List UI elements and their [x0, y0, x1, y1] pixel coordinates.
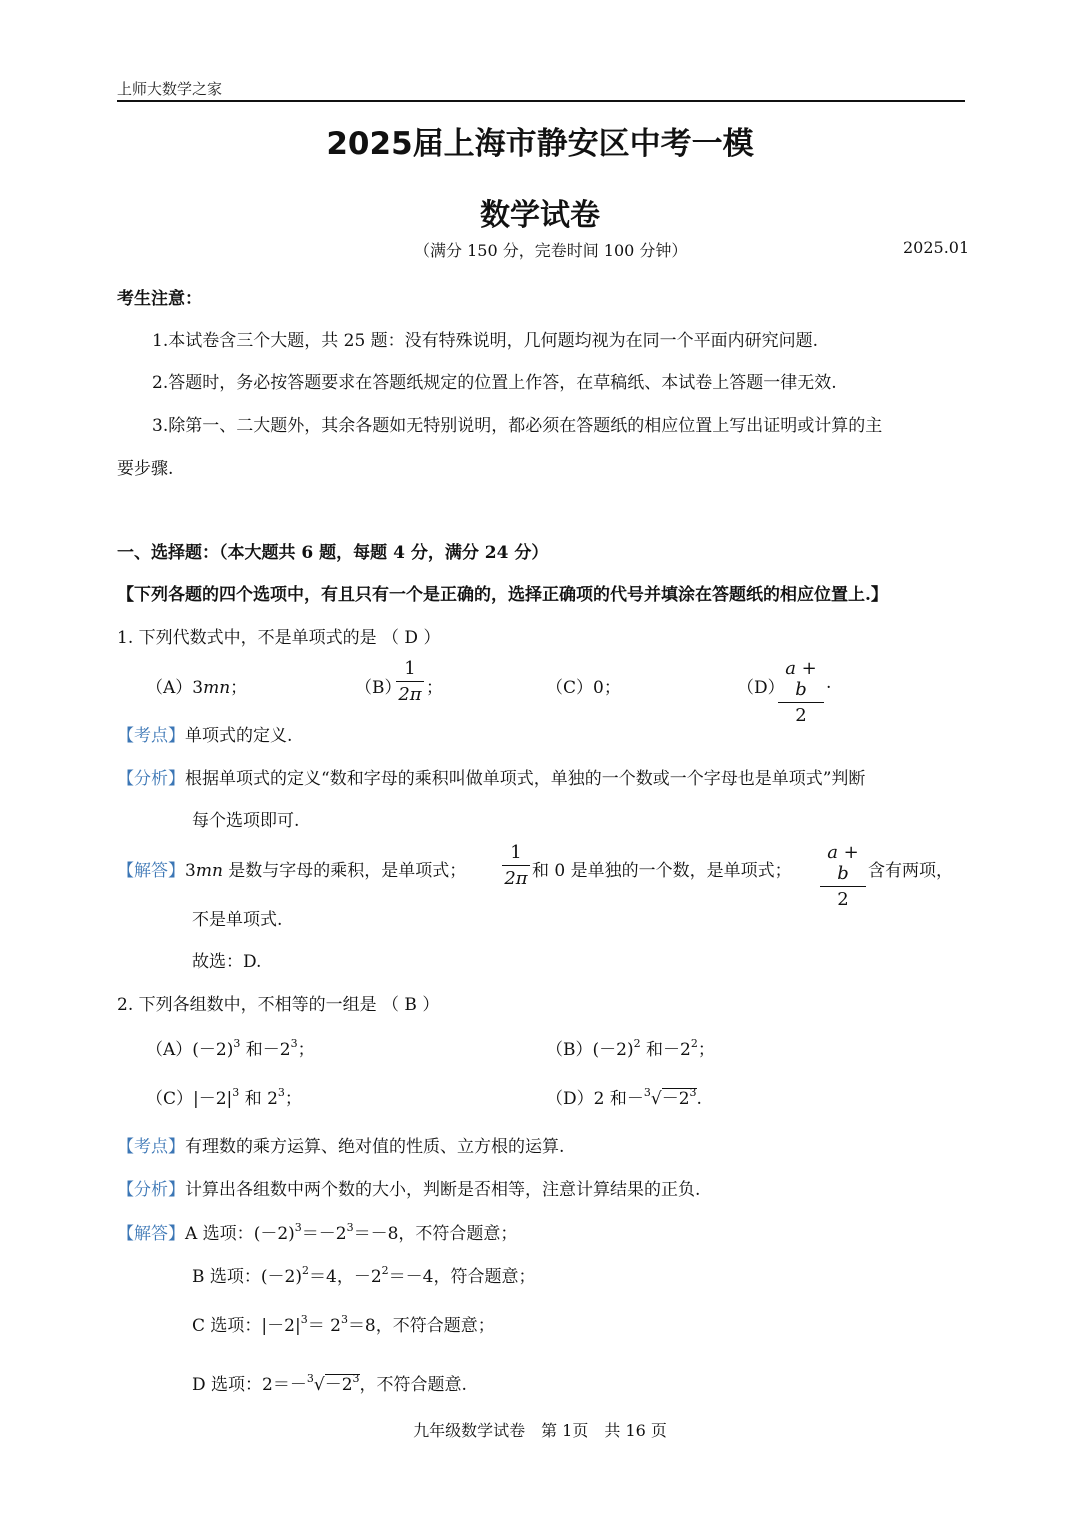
q2-solution-d-t3: ，不符合题意.	[359, 1375, 467, 1395]
q2-option-d-radicand	[662, 1088, 697, 1109]
q1-jieda-frac1-num: 1	[510, 842, 522, 863]
q2-stem: 2. 下列各组数中，不相等的一组是 （ B ）	[117, 995, 440, 1015]
exam-subtitle: 数学试卷	[480, 198, 600, 233]
q2-option-c-exp1: 3	[232, 1086, 240, 1099]
q1-jieda-text-c: 含有两项，	[868, 861, 953, 881]
q2-solution-c-prefix: C 选项：	[192, 1316, 262, 1336]
q2-solution-d	[192, 1370, 467, 1395]
q2-solution-c-t2: ＝ 2	[307, 1316, 341, 1336]
q2-solution-b-t1: (－2)	[260, 1267, 302, 1287]
q1-option-b-den: 2π	[398, 684, 422, 705]
q2-option-b-exp2: 2	[690, 1037, 698, 1050]
q1-option-c: （C）0；	[546, 678, 621, 698]
section-heading: 一、选择题：（本大题共 6 题，每题 4 分，满分 24 分）	[117, 543, 549, 563]
q2-solution-d-radicand-exp: 3	[352, 1372, 360, 1385]
exam-title: 2025届上海市静安区中考一模	[326, 126, 754, 162]
radical-sign: √	[650, 1089, 662, 1109]
q2-option-a-exp2: 3	[290, 1037, 298, 1050]
q1-option-b-num: 1	[404, 658, 416, 679]
q2-option-b	[546, 1035, 715, 1060]
fraction-bar	[502, 865, 530, 866]
q2-solution-d-prefix: D 选项：	[192, 1375, 263, 1395]
notice-item-3-cont: 要步骤.	[117, 459, 174, 479]
q1-fenxi-text: 根据单项式的定义“数和字母的乘积叫做单项式，单独的一个数或一个字母也是单项式”判断	[185, 769, 866, 789]
q1-option-d-end: .	[826, 673, 832, 693]
cube-root-index: 3	[306, 1372, 314, 1385]
q2-solution-b-s2: 2	[381, 1264, 389, 1277]
q2-solution-a-prefix: A 选项：	[185, 1224, 254, 1244]
q2-solution-c-t3: ＝8，不符合题意；	[347, 1316, 495, 1336]
kaodian-tag: 【考点】	[117, 726, 185, 746]
q2-option-d-end: .	[696, 1089, 702, 1109]
notice-heading: 考生注意：	[117, 289, 202, 309]
q2-option-c-base2: 和 2	[239, 1089, 278, 1109]
q2-option-a	[146, 1035, 315, 1060]
q1-fenxi	[117, 764, 865, 789]
q2-option-d-text: 2 和－	[593, 1089, 644, 1109]
q1-fenxi-cont: 每个选项即可.	[192, 811, 300, 831]
radical-sign: √	[313, 1375, 325, 1395]
q2-option-c	[146, 1084, 302, 1109]
q2-option-a-exp1: 3	[233, 1037, 241, 1050]
q1-option-d-num: a + b	[785, 658, 817, 700]
jieda-tag: 【解答】	[117, 1224, 185, 1244]
q1-jieda-text-b: 和 0 是单独的一个数，是单项式；	[532, 861, 792, 881]
fraction-bar	[778, 702, 824, 703]
cube-root-index: 3	[643, 1086, 651, 1099]
q2-solution-c	[192, 1311, 495, 1336]
q2-solution-b	[192, 1262, 535, 1287]
q2-option-d-label: （D）	[546, 1089, 594, 1109]
q2-solution-b-t2: ＝4，－2	[309, 1267, 382, 1287]
q1-jieda-frac2-den: 2	[837, 889, 849, 910]
jieda-tag: 【解答】	[117, 861, 185, 881]
fenxi-tag: 【分析】	[117, 769, 185, 789]
q2-solution-b-prefix: B 选项：	[192, 1267, 261, 1287]
q1-jieda	[117, 856, 466, 881]
q2-option-d-radicand-base: －2	[661, 1089, 690, 1109]
q1-kaodian-text: 单项式的定义.	[185, 726, 293, 746]
q2-kaodian	[117, 1132, 564, 1157]
q2-solution-c-s2: 3	[340, 1313, 348, 1326]
q2-solution-b-s1: 2	[302, 1264, 309, 1277]
q1-option-a-var: mn	[203, 678, 231, 698]
q1-option-b-fraction	[396, 658, 424, 705]
kaodian-tag: 【考点】	[117, 1137, 185, 1157]
q2-option-c-end: ；	[284, 1089, 302, 1109]
q1-answer: 故选：D.	[192, 952, 262, 972]
fenxi-tag: 【分析】	[117, 1180, 185, 1200]
q2-option-a-end: ；	[297, 1040, 315, 1060]
q1-jieda-frac2-num: a + b	[827, 842, 859, 884]
q1-option-d-label: （D）	[737, 678, 785, 698]
q2-option-b-label: （B）	[546, 1040, 593, 1060]
q2-solution-c-t1: |－2|	[261, 1316, 301, 1336]
notice-item-3: 3.除第一、二大题外，其余各题如无特别说明，都必须在答题纸的相应位置上写出证明或计算的主	[152, 416, 883, 436]
q2-solution-c-s1: 3	[300, 1313, 308, 1326]
exam-meta: （满分 150 分，完卷时间 100 分钟）	[414, 241, 688, 260]
q2-option-b-exp1: 2	[633, 1037, 641, 1050]
section-instruction: 【下列各题的四个选项中，有且只有一个是正确的，选择正确项的代号并填涂在答题纸的相应位置上.】	[117, 585, 888, 605]
q1-option-d-den: 2	[795, 705, 807, 726]
header-org: 上师大数学之家	[117, 80, 223, 98]
q1-jieda-fraction-1	[502, 842, 530, 889]
notice-item-2: 2.答题时，务必按答题要求在答题纸规定的位置上作答，在草稿纸、本试卷上答题一律无效.	[152, 373, 837, 393]
fraction-bar	[396, 681, 424, 682]
q2-option-a-base2: 和－2	[240, 1040, 291, 1060]
q1-stem: 1. 下列代数式中，不是单项式的是 （ D ）	[117, 628, 441, 648]
q2-solution-a	[117, 1219, 517, 1244]
q2-solution-a-t1: (－2)	[253, 1224, 295, 1244]
header-rule	[117, 100, 965, 102]
q2-solution-d-radicand-base: －2	[324, 1375, 353, 1395]
q2-option-c-abs: |－2|	[193, 1089, 233, 1109]
q2-solution-a-t3: ＝－8，不符合题意；	[353, 1224, 518, 1244]
q2-option-b-base2: 和－2	[640, 1040, 691, 1060]
q2-option-b-base1: (－2)	[592, 1040, 634, 1060]
q1-jieda-num: 3	[185, 861, 196, 881]
page-footer: 九年级数学试卷 第 1页 共 16 页	[413, 1421, 667, 1440]
q2-solution-a-t2: ＝－2	[301, 1224, 347, 1244]
fraction-bar	[820, 886, 866, 887]
q2-solution-b-t3: ＝－4，符合题意；	[388, 1267, 536, 1287]
q2-fenxi	[117, 1175, 700, 1200]
q2-kaodian-text: 有理数的乘方运算、绝对值的性质、立方根的运算.	[185, 1137, 565, 1157]
q1-kaodian	[117, 721, 292, 746]
q2-solution-d-t1: 2＝－	[262, 1375, 307, 1395]
q1-jieda-cont: 不是单项式.	[192, 910, 283, 930]
q1-option-b-end: ；	[426, 678, 443, 698]
q1-jieda-var: mn	[195, 861, 223, 881]
q1-jieda-text-a: 是数与字母的乘积，是单项式；	[222, 861, 467, 881]
q2-option-d	[546, 1084, 702, 1109]
q2-option-c-label: （C）	[146, 1089, 194, 1109]
q2-option-c-exp2: 3	[277, 1086, 285, 1099]
q1-option-d-fraction	[778, 658, 824, 726]
q2-option-b-end: ；	[697, 1040, 715, 1060]
q2-option-d-radicand-exp: 3	[689, 1086, 697, 1099]
q1-option-a	[146, 673, 247, 698]
exam-date: 2025.01	[903, 238, 970, 257]
q2-fenxi-text: 计算出各组数中两个数的大小，判断是否相等，注意计算结果的正负.	[185, 1180, 701, 1200]
q2-solution-d-radicand	[325, 1374, 360, 1395]
q1-option-b-label: （B）	[355, 678, 402, 698]
notice-item-1: 1.本试卷含三个大题，共 25 题：没有特殊说明，几何题均视为在同一个平面内研究问题.	[152, 331, 819, 351]
q2-solution-a-s2: 3	[346, 1221, 354, 1234]
q1-jieda-fraction-2	[820, 842, 866, 910]
q2-option-a-base1: (－2)	[192, 1040, 234, 1060]
q1-jieda-frac1-den: 2π	[504, 868, 528, 889]
q1-option-a-label: （A）3	[146, 678, 204, 698]
q2-option-a-label: （A）	[146, 1040, 193, 1060]
q2-solution-a-s1: 3	[294, 1221, 302, 1234]
q1-option-a-end: ；	[230, 678, 248, 698]
